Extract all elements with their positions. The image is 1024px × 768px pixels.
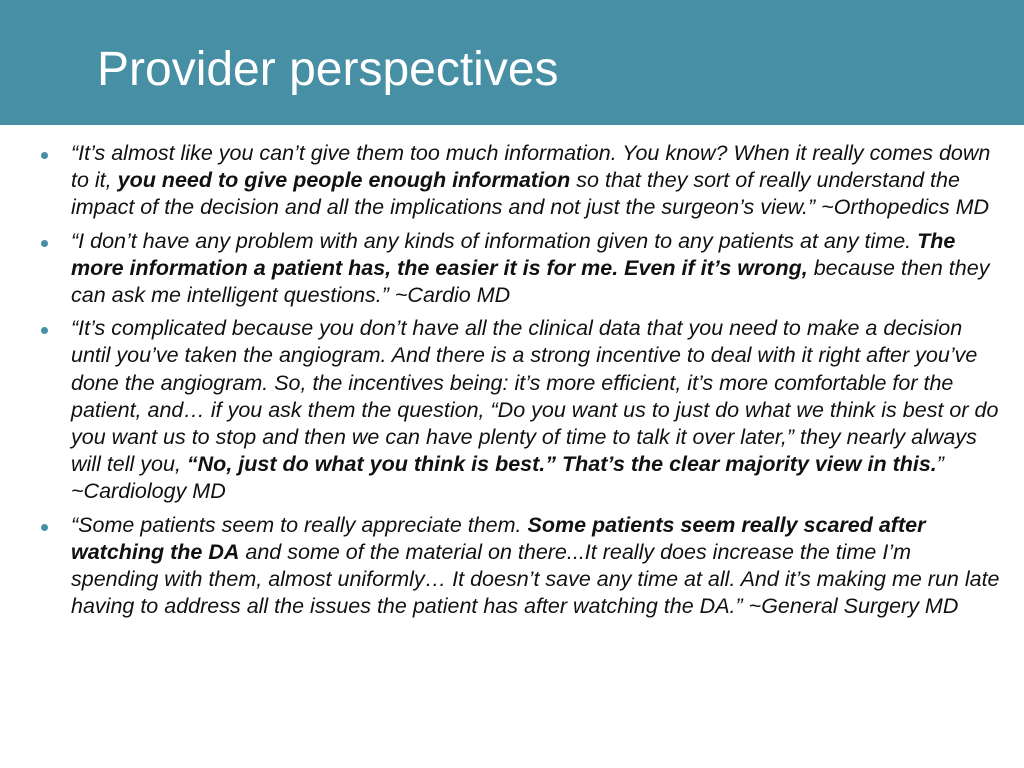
- quote-segment: “Some patients seem to really appreciate them.: [71, 512, 528, 537]
- quote-segment: ” ~Cardiology MD: [71, 452, 944, 504]
- quote-cardiology: [40, 315, 1000, 505]
- quote-cardio: [40, 228, 1000, 310]
- quote-emphasis: “No, just do what you think is best.” That’s the clear majority view in this.: [186, 452, 937, 477]
- quote-orthopedics: [40, 140, 1000, 222]
- quote-segment: “It’s almost like you can’t give them too much information. You know? When it really comes down to it,: [71, 141, 991, 193]
- bullet-dot-icon: [41, 327, 48, 334]
- quote-emphasis: you need to give people enough information: [117, 168, 571, 193]
- quote-emphasis: The more information a patient has, the easier it is for me. Even if it’s wrong,: [71, 228, 956, 280]
- bullet-dot-icon: [41, 524, 48, 531]
- slide-body: [40, 140, 1000, 626]
- quote-segment: and some of the material on there...It really does increase the time I’m spending with them, almost uniformly… It doesn’t save any time at all. And it’s making me run late having to address all the issues the patient has after watching the DA.” ~General Surgery MD: [71, 539, 1000, 619]
- quote-text: [71, 229, 989, 307]
- bullet-dot-icon: [41, 152, 48, 159]
- quote-list: [40, 140, 1000, 620]
- quote-segment: “It’s complicated because you don’t have all the clinical data that you need to make a decision until you’ve taken the angiogram. And there is a strong incentive to deal with it right after you’ve done the angiogram. So, the incentives being: it’s more efficient, it’s more comfortable for the patient, and… if you ask them the question, “Do you want us to just do what we think is best or do you want us to stop and then we can have plenty of time to talk it over later,” they nearly always will tell you,: [71, 316, 999, 477]
- quote-segment: so that they sort of really understand the impact of the decision and all the implications and not just the surgeon’s view.” ~Orthopedics MD: [71, 168, 990, 220]
- bullet-dot-icon: [41, 240, 48, 247]
- quote-segment: because then they can ask me intelligent questions.” ~Cardio MD: [71, 255, 990, 308]
- quote-general-surgery: [40, 512, 1000, 621]
- quote-text: [71, 141, 990, 219]
- title-bar: [0, 0, 1024, 125]
- quote-text: [71, 513, 1000, 619]
- slide-title: Provider perspectives: [97, 43, 559, 96]
- quote-emphasis: Some patients seem really scared after watching the DA: [71, 512, 926, 564]
- quote-text: [71, 316, 998, 503]
- quote-segment: “I don’t have any problem with any kinds of information given to any patients at any time.: [71, 228, 918, 253]
